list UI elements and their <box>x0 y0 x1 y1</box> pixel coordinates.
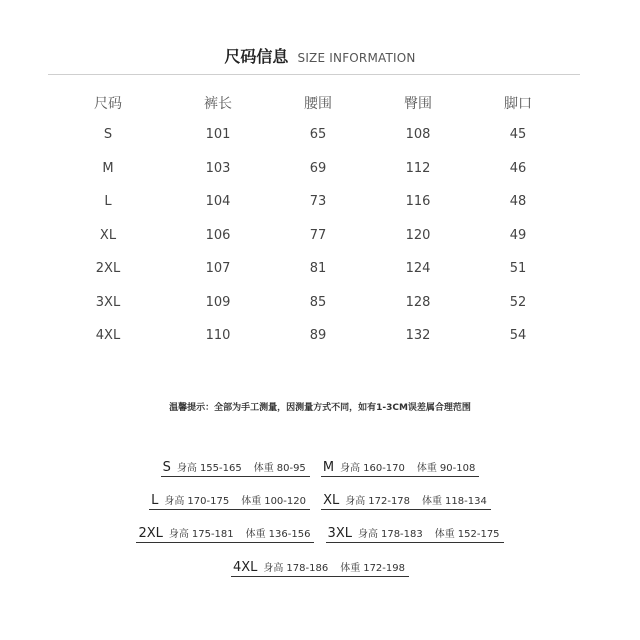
weight-range: 80-95 <box>276 463 306 474</box>
height-range: 155-165 <box>199 463 242 474</box>
recommend-item <box>161 456 310 477</box>
cell-hem: 51 <box>509 261 527 277</box>
cell-size: M <box>102 160 114 176</box>
height-label: 身高 <box>263 563 284 574</box>
cell-waist: 89 <box>309 328 327 344</box>
height-label: 身高 <box>357 529 378 540</box>
header-waist: 腰围 <box>304 96 332 112</box>
cell-size: L <box>104 194 112 210</box>
table-row <box>48 286 568 320</box>
weight-label: 体重 <box>245 529 266 540</box>
cell-hip: 120 <box>405 227 431 243</box>
cell-waist: 69 <box>309 160 327 176</box>
recommend-size: 4XL <box>232 560 258 575</box>
height-range: 178-186 <box>286 563 329 574</box>
weight-label: 体重 <box>241 496 262 507</box>
recommend-size: 2XL <box>138 526 163 541</box>
table-row <box>48 319 568 353</box>
recommend-item <box>149 489 310 510</box>
height-range: 172-178 <box>368 496 411 507</box>
recommend-size: XL <box>323 493 340 508</box>
table-row <box>48 118 568 152</box>
height-range: 178-183 <box>380 529 423 540</box>
recommend-size: 3XL <box>327 526 352 541</box>
weight-label: 体重 <box>434 529 455 540</box>
height-label: 身高 <box>168 529 189 540</box>
table-header-row <box>48 88 568 118</box>
cell-length: 101 <box>205 127 231 143</box>
height-range: 170-175 <box>187 496 230 507</box>
recommend-item <box>136 522 314 543</box>
measurement-tip: 温馨提示：全部为手工测量，因测量方式不同，如有1-3CM误差属合理范围 <box>169 403 471 413</box>
cell-waist: 85 <box>309 294 327 310</box>
title-chinese: 尺码信息 <box>224 47 289 66</box>
table-row <box>48 152 568 186</box>
header-length: 裤长 <box>204 96 232 112</box>
height-label: 身高 <box>340 463 361 474</box>
cell-length: 103 <box>205 160 231 176</box>
weight-range: 90-108 <box>439 463 476 474</box>
weight-range: 152-175 <box>457 529 500 540</box>
weight-range: 118-134 <box>445 496 487 507</box>
cell-hem: 49 <box>509 227 527 243</box>
cell-hem: 54 <box>509 328 527 344</box>
cell-hem: 45 <box>509 127 527 143</box>
height-label: 身高 <box>176 463 197 474</box>
weight-range: 172-198 <box>363 563 405 574</box>
cell-waist: 81 <box>309 261 327 277</box>
page-title <box>0 44 640 67</box>
weight-range: 136-156 <box>268 529 311 540</box>
cell-hem: 48 <box>509 194 527 210</box>
cell-size: 4XL <box>95 328 121 344</box>
cell-size: 3XL <box>95 294 121 310</box>
weight-label: 体重 <box>422 496 443 507</box>
recommend-row <box>0 489 640 510</box>
recommend-size: S <box>162 460 171 475</box>
title-divider <box>48 74 580 75</box>
height-range: 160-170 <box>363 463 405 474</box>
cell-length: 107 <box>205 261 231 277</box>
header-hem: 脚口 <box>504 96 532 112</box>
weight-label: 体重 <box>253 463 274 474</box>
header-size: 尺码 <box>94 96 122 112</box>
cell-hip: 112 <box>405 160 431 176</box>
height-range: 175-181 <box>191 529 234 540</box>
header-hip: 臀围 <box>404 96 432 112</box>
recommend-size: L <box>151 493 159 508</box>
cell-hip: 132 <box>405 328 431 344</box>
table-row <box>48 219 568 253</box>
cell-length: 106 <box>205 227 231 243</box>
title-english: SIZE INFORMATION <box>297 51 416 65</box>
recommend-item <box>321 456 479 477</box>
recommend-row <box>0 522 640 543</box>
weight-label: 体重 <box>416 463 437 474</box>
recommend-item <box>326 522 504 543</box>
recommend-item <box>321 489 491 510</box>
cell-hip: 116 <box>405 194 431 210</box>
cell-hem: 52 <box>509 294 527 310</box>
cell-waist: 65 <box>309 127 327 143</box>
cell-hem: 46 <box>509 160 527 176</box>
cell-length: 110 <box>205 328 231 344</box>
cell-waist: 73 <box>309 194 327 210</box>
cell-length: 104 <box>205 194 231 210</box>
weight-range: 100-120 <box>264 496 306 507</box>
recommend-row <box>0 556 640 577</box>
table-row <box>48 252 568 286</box>
recommend-row <box>0 456 640 477</box>
cell-size: S <box>103 127 113 143</box>
size-table <box>48 88 568 353</box>
cell-length: 109 <box>205 294 231 310</box>
height-label: 身高 <box>345 496 366 507</box>
cell-hip: 128 <box>405 294 431 310</box>
cell-size: 2XL <box>95 261 121 277</box>
cell-size: XL <box>99 227 117 243</box>
recommend-item <box>231 556 409 577</box>
cell-hip: 108 <box>405 127 431 143</box>
table-row <box>48 185 568 219</box>
weight-label: 体重 <box>340 563 361 574</box>
recommend-size: M <box>322 460 335 475</box>
cell-waist: 77 <box>309 227 327 243</box>
cell-hip: 124 <box>405 261 431 277</box>
height-label: 身高 <box>164 496 185 507</box>
